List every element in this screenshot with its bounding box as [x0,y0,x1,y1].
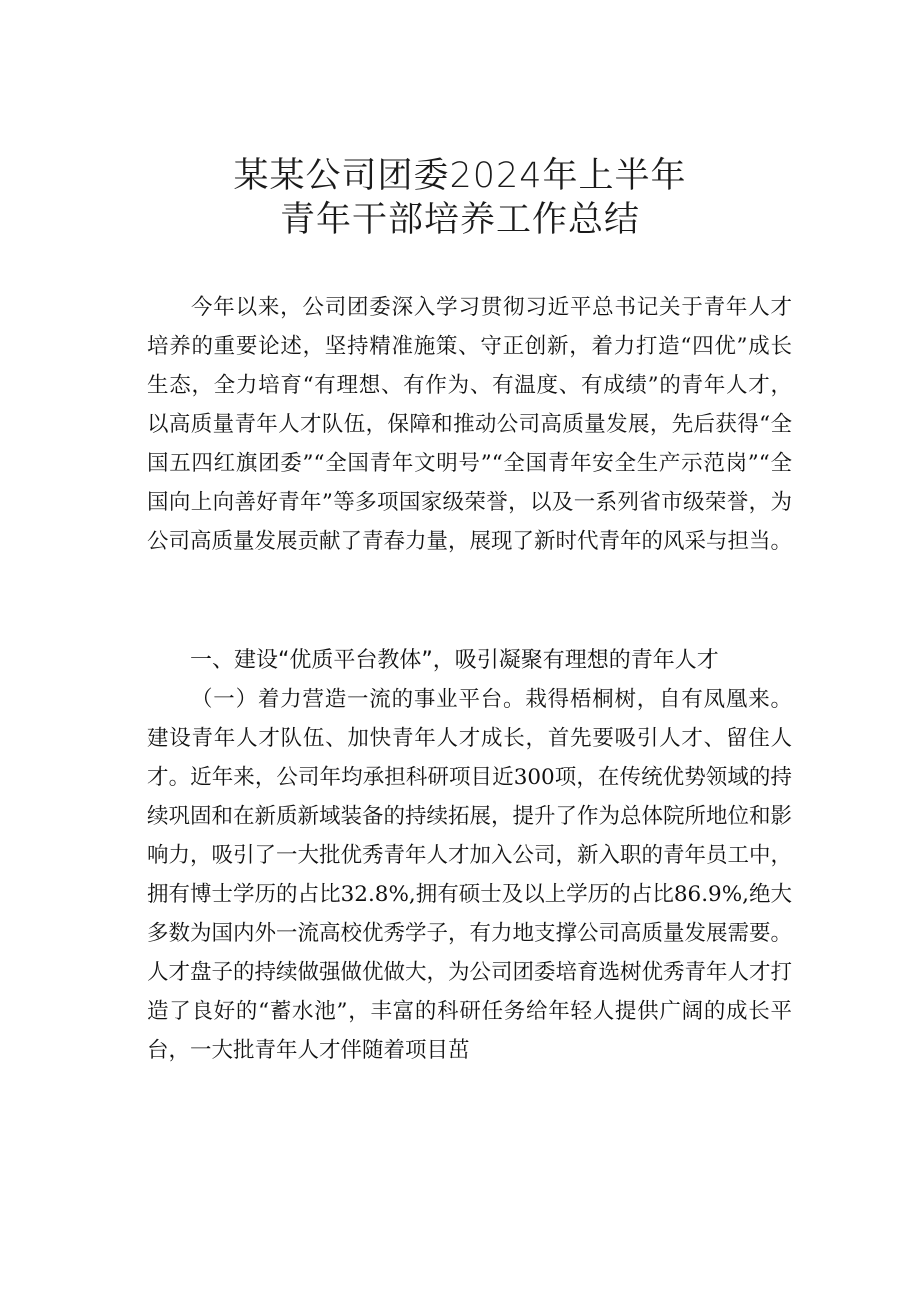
intro-paragraph: 今年以来，公司团委深入学习贯彻习近平总书记关于青年人才培养的重要论述，坚持精准施策、守正创新，着力打造“四优”成长生态，全力培育“有理想、有作为、有温度、有成绩”的青年人才，以高质量青年人才队伍，保障和推动公司高质量发展，先后获得“全国五四红旗团委”“全国青年文明号”“全国青年安全生产示范岗”“全国向上向善好青年”等多项国家级荣誉，以及一系列省市级荣誉，为公司高质量发展贡献了青春力量，展现了新时代青年的风采与担当。 [147,295,793,554]
section-heading: 一、建设“优质平台教体”，吸引凝聚有理想的青年人才 [190,648,719,673]
document-title-line-1: 某某公司团委2024年上半年 [233,156,687,196]
document-title-line-2: 青年干部培养工作总结 [279,200,640,240]
subsection-paragraph: （一）着力营造一流的事业平台。栽得梧桐树，自有凤凰来。建设青年人才队伍、加快青年人才成长，首先要吸引人才、留住人才。近年来，公司年均承担科研项目近300项，在传统优势领域的持续巩固和在新质新域装备的持续拓展，提升了作为总体院所地位和影响力，吸引了一大批优秀青年人才加入公司，新入职的青年员工中，拥有博士学历的占比32.8%,拥有硕士及以上学历的占比86.9%,绝大多数为国内外一流高校优秀学子，有力地支撑公司高质量发展需要。人才盘子的持续做强做优做大，为公司团委培育选树优秀青年人才打造了良好的“蓄水池”，丰富的科研任务给年轻人提供广阔的成长平台，一大批青年人才伴随着项目茁 [147,687,793,1063]
